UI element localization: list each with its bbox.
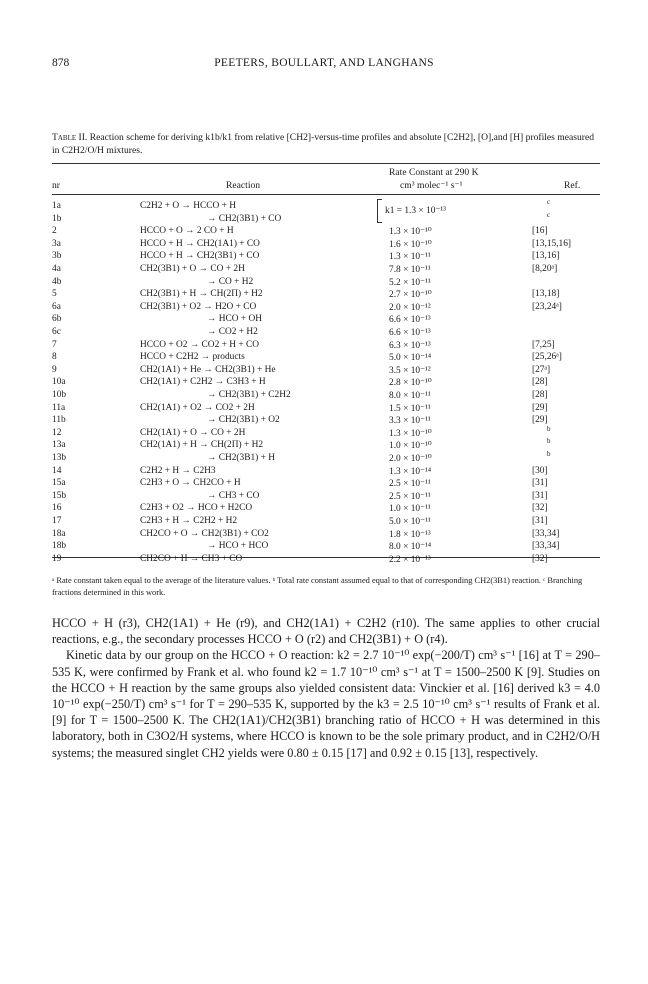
reference: [29] [532,402,548,413]
table-row [52,529,600,541]
reaction-number: 6a [52,301,61,312]
reaction-number: 5 [52,289,57,300]
table-row [52,437,600,452]
reaction-number: 6c [52,327,61,337]
reference: [28] [532,390,548,400]
header-ref: Ref. [564,180,581,191]
paragraph: HCCO + H (r3), CH2(1A1) + He (r9), and CH2(1A1) + C2H2 (r10). The same applies to other crucial reactions, e.g., the secondary processes HCCO + O (r2) and CH2(3B1) + O (r4). [52,616,600,647]
body-text [52,615,600,761]
reaction-number: 3a [52,238,61,249]
reference: [25,26ᵃ] [532,352,562,363]
table-row [52,541,600,553]
reference: [32] [532,553,548,564]
reaction-number: 4b [52,276,62,287]
reference: [8,20ᵃ] [532,264,558,274]
reference: b [547,424,551,433]
table-row [52,226,600,238]
table-row [52,251,600,263]
reaction-equation: → CH3 + CO [207,490,260,501]
reaction-equation: C2H2 + H → C2H3 [140,465,216,476]
table-row [52,377,600,389]
table-row [52,503,600,515]
reaction-equation: HCCO + H → CH2(3B1) + CO [140,251,260,262]
reaction-number: 3b [52,251,62,262]
rate-constant: 1.3 × 10⁻¹¹ [389,252,431,263]
reaction-equation: C2H3 + H → C2H2 + H2 [140,516,238,526]
reference: [30] [532,465,548,476]
reaction-number: 15a [52,478,66,489]
rate-constant: 3.5 × 10⁻¹² [389,365,431,376]
reaction-number: 17 [52,516,62,526]
reaction-number: 13b [52,453,67,463]
rate-constant: 5.0 × 10⁻¹⁴ [389,353,432,364]
header-rate-line2: cm³ molec⁻¹ s⁻¹ [400,180,463,191]
table-footnote: ᵃ Rate constant taken equal to the average of the literature values. ᵇ Total rate constant assumed equal to that of corresponding CH2(3B1) reaction. ᶜ Branching fractions determined in this work. [52,576,583,597]
reference: c [547,198,551,206]
reaction-equation: CH2(3B1) + O → CO + 2H [140,264,245,274]
table-header [52,164,600,194]
page-number: 878 [52,57,70,69]
reference: [16] [532,226,548,237]
rate-constant: 1.0 × 10⁻¹⁰ [389,441,432,452]
rate-constant: 2.7 × 10⁻¹⁰ [389,290,432,301]
rate-constant: 5.0 × 10⁻¹¹ [389,517,431,527]
reaction-equation: CH2CO + H → CH3 + CO [140,553,243,564]
rate-constant: 7.8 × 10⁻¹¹ [389,265,431,275]
header-rate-line1: Rate Constant at 290 K [389,167,479,178]
reference: [27ᵃ] [532,364,551,375]
reaction-number: 1b [52,213,62,224]
paragraph: Kinetic data by our group on the HCCO + O reaction: k2 = 2.7 10⁻¹⁰ exp(−200/T) cm³ s⁻¹ [16] at T = 290–535 K, were confirmed by Frank et al. who found k2 = 1.7 10⁻¹⁰ cm³ s⁻¹ at T = 1500–2500 K [9]. Studies on the HCCO + H reaction by the same groups also yielded consistent data: Vinckier et al. [16] derived k3 = 4.0 10⁻¹⁰ exp(−250/T) cm³ s⁻¹ for T = 290–535 K, supported by the k3 = 2.5 10⁻¹⁰ cm³ s⁻¹ results of Frank et al. [9] for T = 1500–2500 K. The CH2(1A1)/CH2(3B1) branching ratio of HCCO + H was determined in this laboratory, both in C3O2/H systems, where HCCO is known to be the sole primary product, and in C2H2/O/H systems; the measured singlet CH2 yields were 0.80 ± 0.15 [17] and 0.92 ± 0.15 [13], respectively. [52,648,600,760]
table-row [52,314,600,326]
reaction-number: 15b [52,490,67,501]
reaction-equation: CH2(3B1) + O2 → H2O + CO [140,301,257,312]
reference: [33,34] [532,541,560,552]
reaction-equation: C2H3 + O → CH2CO + H [140,478,241,489]
table-row [52,516,600,528]
reaction-number: 13a [52,440,66,451]
header-reaction: Reaction [226,180,261,191]
reference: [31] [532,516,548,526]
reaction-number: 6b [52,314,62,325]
reaction-equation: HCCO + O → 2 CO + H [140,226,234,237]
rate-constant: 6.3 × 10⁻¹³ [389,340,431,351]
reaction-equation: → CH2(3B1) + O2 [207,415,280,426]
reference: [13,16] [532,251,560,262]
table-row [52,198,600,213]
rate-constant: 1.0 × 10⁻¹¹ [389,504,431,515]
table-row [52,466,600,478]
rate-constant: 1.8 × 10⁻¹³ [389,529,431,540]
reaction-number: 7 [52,339,57,350]
reaction-equation: HCCO + C2H2 → products [140,352,245,363]
reaction-equation: CH2(1A1) + O2 → CO2 + 2H [140,402,255,413]
reference: [7,25] [532,339,555,350]
table-row [52,302,600,314]
reference: b [547,450,551,458]
rate-constant: 1.6 × 10⁻¹⁰ [389,239,432,250]
rate-constant: 8.0 × 10⁻¹¹ [389,391,431,401]
header-nr: nr [52,180,60,191]
reaction-number: 1a [52,201,61,211]
table-row [52,264,600,276]
reaction-equation: C2H2 + O → HCCO + H [140,201,236,211]
reaction-equation: CH2CO + O → CH2(3B1) + CO2 [140,528,269,539]
table-row [52,327,600,339]
rate-constant: 3.3 × 10⁻¹¹ [389,416,431,427]
table-row [52,450,600,465]
reaction-equation: → CH2(3B1) + CO [207,213,282,224]
reaction-table [52,163,600,565]
running-head: PEETERS, BOULLART, AND LANGHANS [214,57,434,69]
reference: c [547,210,551,219]
reaction-number: 9 [52,364,57,375]
reference: [13,18] [532,289,560,300]
reference: [23,24ᵃ] [532,301,562,312]
reference: [13,15,16] [532,238,572,249]
reaction-equation: → CH2(3B1) + H [207,453,276,463]
table-row [52,277,600,289]
table-row [52,239,600,251]
reaction-number: 4a [52,264,61,274]
reference: b [547,437,551,446]
reaction-equation: HCCO + O2 → CO2 + H + CO [140,339,259,350]
caption-text: Reaction scheme for deriving k1b/k1 from relative [CH2]-versus-time profiles and absolute [C2H2], [O],and [H] profiles measured in C2H2/O/H mixtures. [52,132,595,156]
reaction-equation: C2H3 + O2 → HCO + H2CO [140,503,253,514]
reaction-number: 14 [52,465,62,476]
reaction-number: 12 [52,427,62,438]
table-row [52,340,600,352]
reaction-number: 11b [52,415,66,426]
table-row [52,424,600,440]
reference: [28] [532,377,548,388]
table-row [52,478,600,490]
table-caption [52,132,600,157]
rate-constant: 2.5 × 10⁻¹¹ [389,479,431,490]
reaction-equation: CH2(1A1) + H → CH(2Π) + H2 [140,440,264,451]
reaction-equation: CH2(3B1) + H → CH(2Π) + H2 [140,289,263,300]
reaction-number: 16 [52,503,62,514]
rate-constant: 6.6 × 10⁻¹³ [389,328,431,338]
table-row [52,403,600,415]
table-row [52,289,600,301]
page-header [52,57,596,73]
reaction-equation: → CO + H2 [207,276,254,287]
reference: [31] [532,490,548,501]
reaction-number: 2 [52,226,57,237]
rate-constant: 2.8 × 10⁻¹⁰ [389,378,432,389]
reaction-number: 8 [52,352,57,363]
table-row [52,352,600,364]
rate-constant: 5.2 × 10⁻¹¹ [389,277,431,288]
rate-constant: 1.3 × 10⁻¹⁰ [389,428,432,439]
table-body [52,195,600,565]
reaction-equation: → CH2(3B1) + C2H2 [207,390,291,400]
reaction-equation: CH2(1A1) + He → CH2(3B1) + He [140,364,276,375]
reaction-number: 10a [52,377,66,388]
table-row [52,554,600,566]
rate-constant: 1.5 × 10⁻¹¹ [389,403,431,414]
rate-constant: 1.3 × 10⁻¹⁰ [389,227,432,238]
rate-constant: 1.3 × 10⁻¹⁴ [389,466,432,477]
reference: [32] [532,503,548,514]
reaction-number: 10b [52,390,67,400]
rate-constant: 8.0 × 10⁻¹⁴ [389,542,432,553]
rate-constant: 2.2 × 10⁻¹³ [389,554,431,565]
caption-label: Table II. [52,132,88,143]
reaction-number: 18a [52,528,66,539]
reaction-equation: CH2(1A1) + C2H2 → C3H3 + H [140,377,266,388]
table-row [52,415,600,427]
table-row [52,491,600,503]
rate-constant: 2.0 × 10⁻¹⁰ [389,454,432,464]
reaction-equation: → CO2 + H2 [207,327,258,337]
reaction-number: 19 [52,553,62,564]
table-row [52,390,600,402]
reference: [29] [532,415,548,426]
reaction-number: 18b [52,541,67,552]
table-row [52,365,600,377]
reaction-equation: HCCO + H → CH2(1A1) + CO [140,238,260,249]
reaction-number: 11a [52,402,66,413]
rate-constant: 2.5 × 10⁻¹¹ [389,491,431,502]
reaction-equation: → HCO + OH [207,314,263,325]
reaction-equation: CH2(1A1) + O → CO + 2H [140,427,246,438]
rate-constant: 6.6 × 10⁻¹³ [389,315,431,326]
rate-constant: 2.0 × 10⁻¹² [389,302,431,313]
reference: [31] [532,478,548,489]
reaction-equation: → HCO + HCO [207,541,269,552]
shared-rate-1a-1b: k1 = 1.3 × 10⁻¹³ [385,206,446,216]
reference: [33,34] [532,528,560,539]
